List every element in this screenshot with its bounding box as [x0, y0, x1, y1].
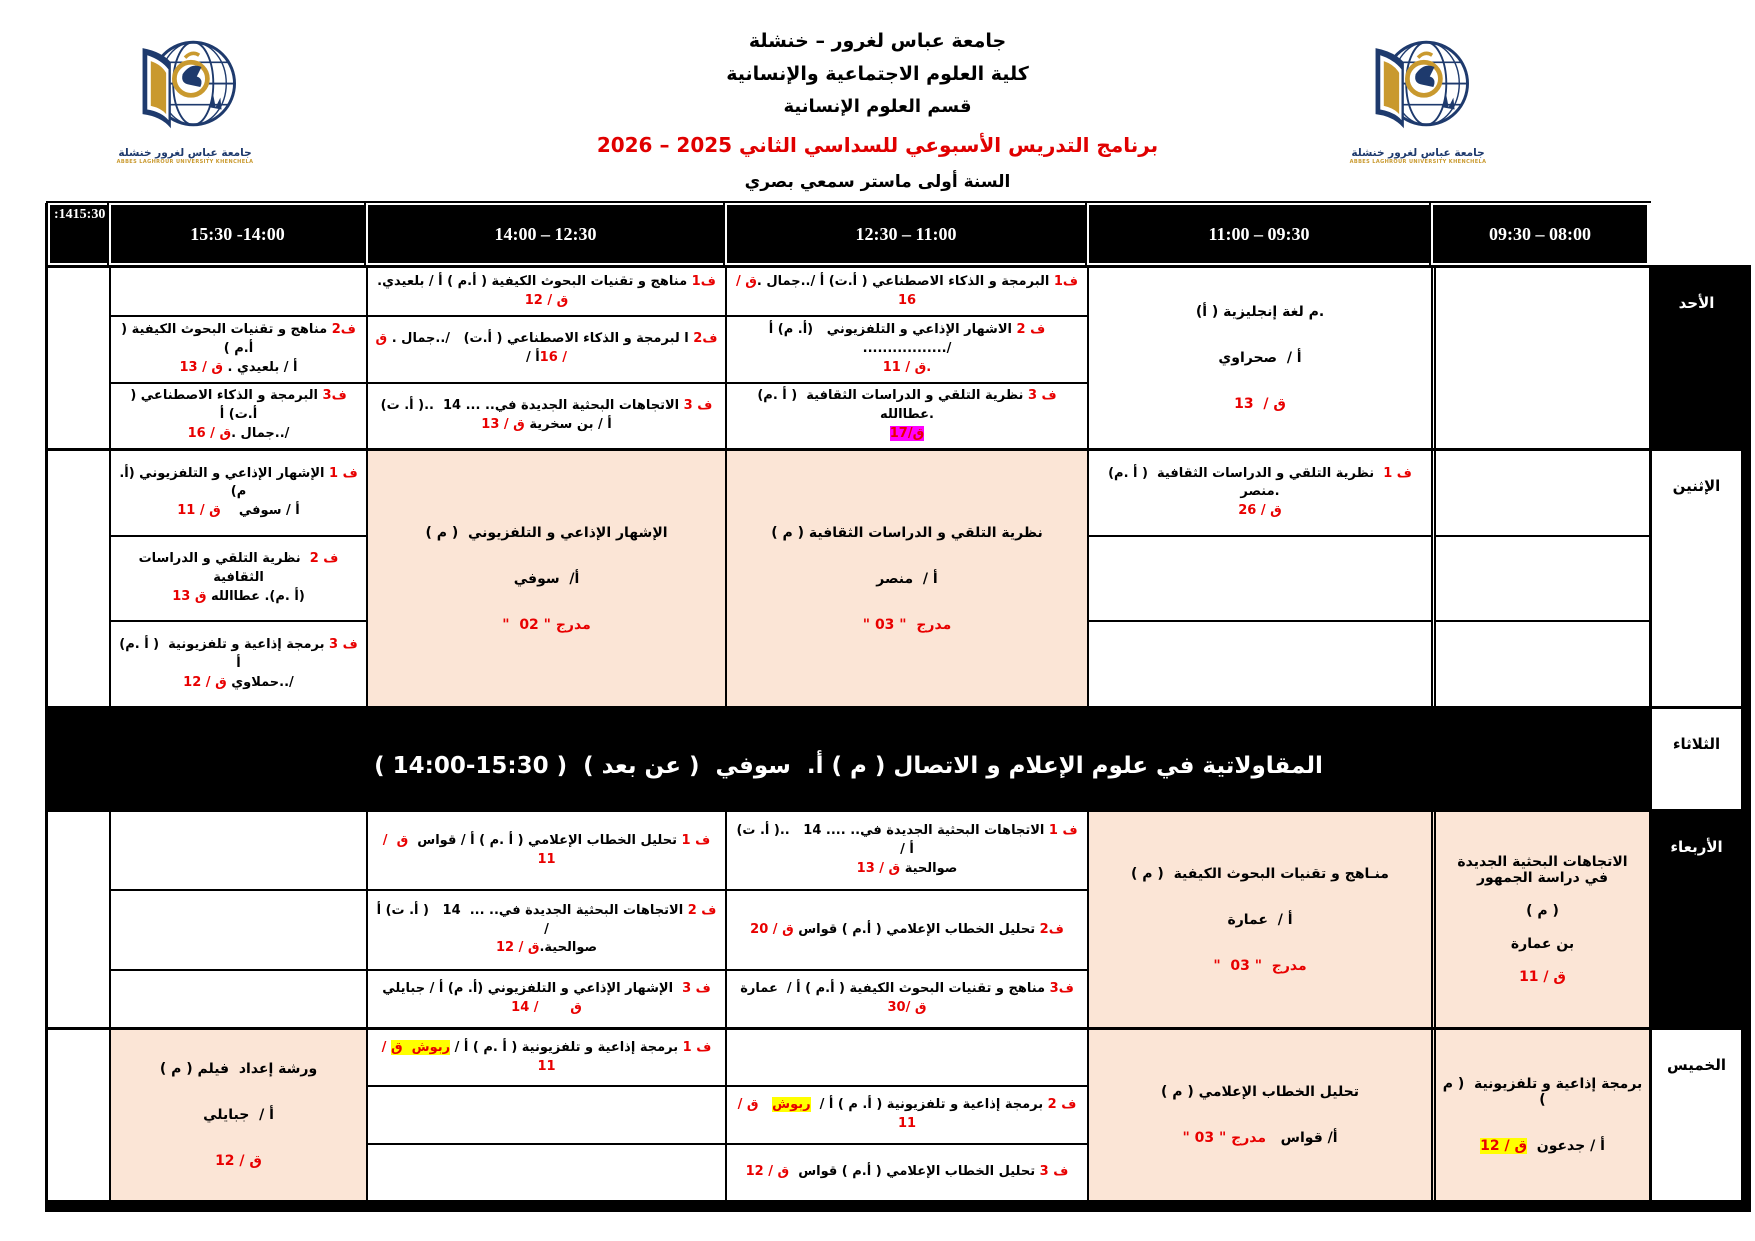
thursday-slot-1530-1400: ورشة إعداد فيلم ( م ) أ / جبايلي ق / 12 [109, 1030, 366, 1200]
sunday-slot-0930-0800 [1431, 268, 1649, 448]
tuesday-remote-course-banner: المقاولاتية في علوم الإعلام و الاتصال ( م ) أ. سوفي ( عن بعد ) ( 15:30-14:00 ) [48, 709, 1649, 809]
wednesday-slot-1100-0930: منـاهج و تقنيات البحوث الكيفية ( م ) أ / عمارة مدرج " 03 " [1087, 812, 1431, 1027]
wednesday-e-group2: ف 2 الاتجاهات البحثية الجديدة في.. ... 14 ( أ. ت) أ / صوالحية.ق / 12 [368, 889, 725, 968]
monday-b-group1 [1436, 451, 1649, 535]
wednesday-f-group2 [111, 889, 366, 968]
sunday-e-group3: ف 3 الاتجاهات البحثية الجديدة في.. ... 14 ..( أ. ت) أ / بن سخرية ق / 13 [368, 382, 725, 449]
sunday-slot-1100-0930: .م لغة إنجليزية ( أ) أ / صحراوي ق / 13 [1087, 268, 1431, 448]
day-label-wednesday [1649, 812, 1751, 1027]
thursday-e-group3 [368, 1143, 725, 1200]
day-label-tuesday [1649, 709, 1751, 809]
thursday-slot-1230-1100 [725, 1030, 1087, 1200]
sunday-f-group3: ف3 البرمجة و الذكاء الاصطناعي ( أ.ت) أ /..جمال .ق / 16 [111, 382, 366, 449]
day-label-sunday [1649, 268, 1751, 448]
monday-slot-1100-0930 [1087, 451, 1431, 706]
wednesday-slot-0930-0800: الاتجاهات البحثية الجديدة في دراسة الجمهور ( م ) بن عمارة ق / 11 [1431, 812, 1649, 1027]
document-header [0, 30, 1755, 203]
row-monday [48, 448, 1751, 706]
day-column-header [1649, 203, 1751, 265]
wednesday-d-group3: ف3 مناهج و تقنيات البحوث الكيفية ( أ.م ) أ / عمارة ق /30 [727, 969, 1087, 1027]
sunday-f-group1 [111, 268, 366, 315]
wednesday-f-group1 [111, 812, 366, 889]
monday-c-group2 [1089, 535, 1431, 621]
time-slot-1230-1100: 12:30 – 11:00 [725, 203, 1087, 265]
wednesday-e-group1: ف 1 تحليل الخطاب الإعلامي ( أ .م ) أ / قواس ق / 11 [378, 832, 711, 867]
department-name: قسم العلوم الإنسانية [783, 96, 972, 117]
table-bottom-border [48, 1200, 1751, 1212]
monday-slot-1400-1230: الإشهار الإذاعي و التلفزيوني ( م ) أ/ سوفي مدرج " 02 " [366, 451, 725, 706]
sunday-d-group2: ف 2 الاشهار الإذاعي و التلفزيوني (أ. م) أ /................. .ق / 11 [727, 315, 1087, 382]
thursday-d-group1 [727, 1030, 1087, 1085]
program-title: برنامج التدريس الأسبوعي للسداسي الثاني 2025 – 2026 [596, 133, 1159, 157]
logo-subcaption: ABBES LAGHROUR UNIVERSITY KHENCHELA [116, 159, 254, 165]
sunday-f-group2: ف2 مناهج و تقنيات البحوث الكيفية ( أ.م ) أ / بلعيدي . ق / 13 [111, 315, 366, 382]
monday-f-group1: ف 1 الإشهار الإذاعي و التلفزيوني (أ. م) أ / سوفي ق / 11 [114, 465, 358, 519]
monday-c-group1: ف 1 نظرية التلقي و الدراسات الثقافية ( أ .م) .منصر ق / 26 [1103, 465, 1412, 519]
faculty-name: كلية العلوم الاجتماعية والإنسانية [726, 63, 1029, 85]
day-name: الخميس [1667, 1056, 1726, 1074]
monday-f-group3: ف 3 برمجة إذاعية و تلفزيونية ( أ .م) أ /..حملاوي ق / 12 [111, 620, 366, 706]
time-slot-1530-1400: 15:30 -14:00 [109, 203, 366, 265]
row-tuesday [48, 706, 1751, 809]
wednesday-slot-1400-1230 [366, 812, 725, 1027]
monday-b-group2 [1436, 535, 1649, 621]
wednesday-d-group1: ف 1 الاتجاهات البحثية الجديدة في.. .... 14 ..( أ. ت) أ / صوالحية ق / 13 [731, 823, 1078, 877]
row-thursday [48, 1027, 1751, 1200]
wednesday-e-group3: ف 3 الإشهار الإذاعي و التلفزيوني (أ. م) أ / جبايلي ق / 14 [368, 969, 725, 1027]
wednesday-d-group2: ف2 تحليل الخطاب الإعلامي ( أ.م ) قواس ق / 20 [727, 889, 1087, 968]
row-wednesday [48, 809, 1751, 1027]
monday-f-group2: ف 2 نظرية التلقي و الدراسات الثقافية (أ .م). عطاالله ق 13 [111, 535, 366, 621]
sunday-slot-1400-1230 [366, 268, 725, 448]
wednesday-slot-1230-1100 [725, 812, 1087, 1027]
monday-c-group3 [1089, 620, 1431, 706]
sunday-d-group3: ف 3 نظرية التلقي و الدراسات الثقافية ( أ .م) .عطاالله ق/17 [727, 382, 1087, 449]
thursday-slot-1400-1230 [366, 1030, 725, 1200]
corner-time-cell: :14 15:3 0 [48, 203, 109, 265]
time-slot-1400-1230: 14:00 – 12:30 [366, 203, 725, 265]
monday-slot-1530-1400 [109, 451, 366, 706]
timetable [45, 203, 1751, 1212]
wednesday-f-group3 [111, 969, 366, 1027]
day-name: الأربعاء [1670, 838, 1723, 856]
thursday-e-group1: ف 1 برمجة إذاعية و تلفزيونية ( أ .م ) أ / ربوش ق / 11 [377, 1039, 712, 1074]
sunday-slot-1530-1400 [109, 268, 366, 448]
thursday-d-group3: ف 3 تحليل الخطاب الإعلامي ( أ.م ) قواس ق / 12 [727, 1143, 1087, 1200]
cohort-title: السنة أولى ماستر سمعي بصري [744, 172, 1011, 192]
day-label-thursday [1649, 1030, 1751, 1200]
sunday-margin-cell [48, 268, 109, 448]
day-name: الأحد [1678, 294, 1715, 312]
wednesday-margin-cell [48, 812, 109, 1027]
sunday-d-group1: ف1 البرمجة و الذكاء الاصطناعي ( أ.ت) أ /..جمال .ق / 16 [731, 273, 1079, 308]
thursday-slot-1100-0930: تحليل الخطاب الإعلامي ( م ) أ/ قواس مدرج " 03 " [1087, 1030, 1431, 1200]
monday-margin-cell [48, 451, 109, 706]
university-name: جامعة عباس لغرور – خنشلة [748, 30, 1007, 52]
time-slot-0930-0800: 09:30 – 08:00 [1431, 203, 1649, 265]
thursday-margin-cell [48, 1030, 109, 1200]
monday-slot-1230-1100: نظرية التلقي و الدراسات الثقافية ( م ) أ / منصر مدرج " 03 " [725, 451, 1087, 706]
logo-caption: جامعة عباس لغرور خنشلة [118, 147, 252, 159]
logo-caption: جامعة عباس لغرور خنشلة [1351, 147, 1485, 159]
monday-b-group3 [1436, 620, 1649, 706]
monday-slot-0930-0800 [1431, 451, 1649, 706]
logo-subcaption: ABBES LAGHROUR UNIVERSITY KHENCHELA [1349, 159, 1487, 165]
row-sunday [48, 265, 1751, 448]
wednesday-slot-1530-1400 [109, 812, 366, 1027]
sunday-e-group1: ف1 مناهج و تقنيات البحوث الكيفية ( أ.م ) أ / بلعيدي. ق / 12 [372, 273, 716, 308]
thursday-slot-0930-0800: برمجة إذاعية و تلفزيونية ( م ) أ / جدعون ق / 12 [1431, 1030, 1649, 1200]
day-name: الإثنين [1672, 477, 1721, 495]
day-label-monday [1649, 451, 1751, 706]
timetable-header-row [48, 203, 1751, 265]
sunday-e-group2: ف2 ا لبرمجة و الذكاء الاصطناعي ( أ.ت) /..جمال . ق / 16أ / [368, 315, 725, 382]
sunday-slot-1230-1100 [725, 268, 1087, 448]
day-name: الثلاثاء [1672, 735, 1721, 753]
time-slot-1100-0930: 11:00 – 09:30 [1087, 203, 1431, 265]
thursday-d-group2: ف 2 برمجة إذاعية و تلفزيونية ( أ. م ) أ / ربوش ق / 11 [727, 1085, 1087, 1142]
thursday-e-group2 [368, 1085, 725, 1142]
